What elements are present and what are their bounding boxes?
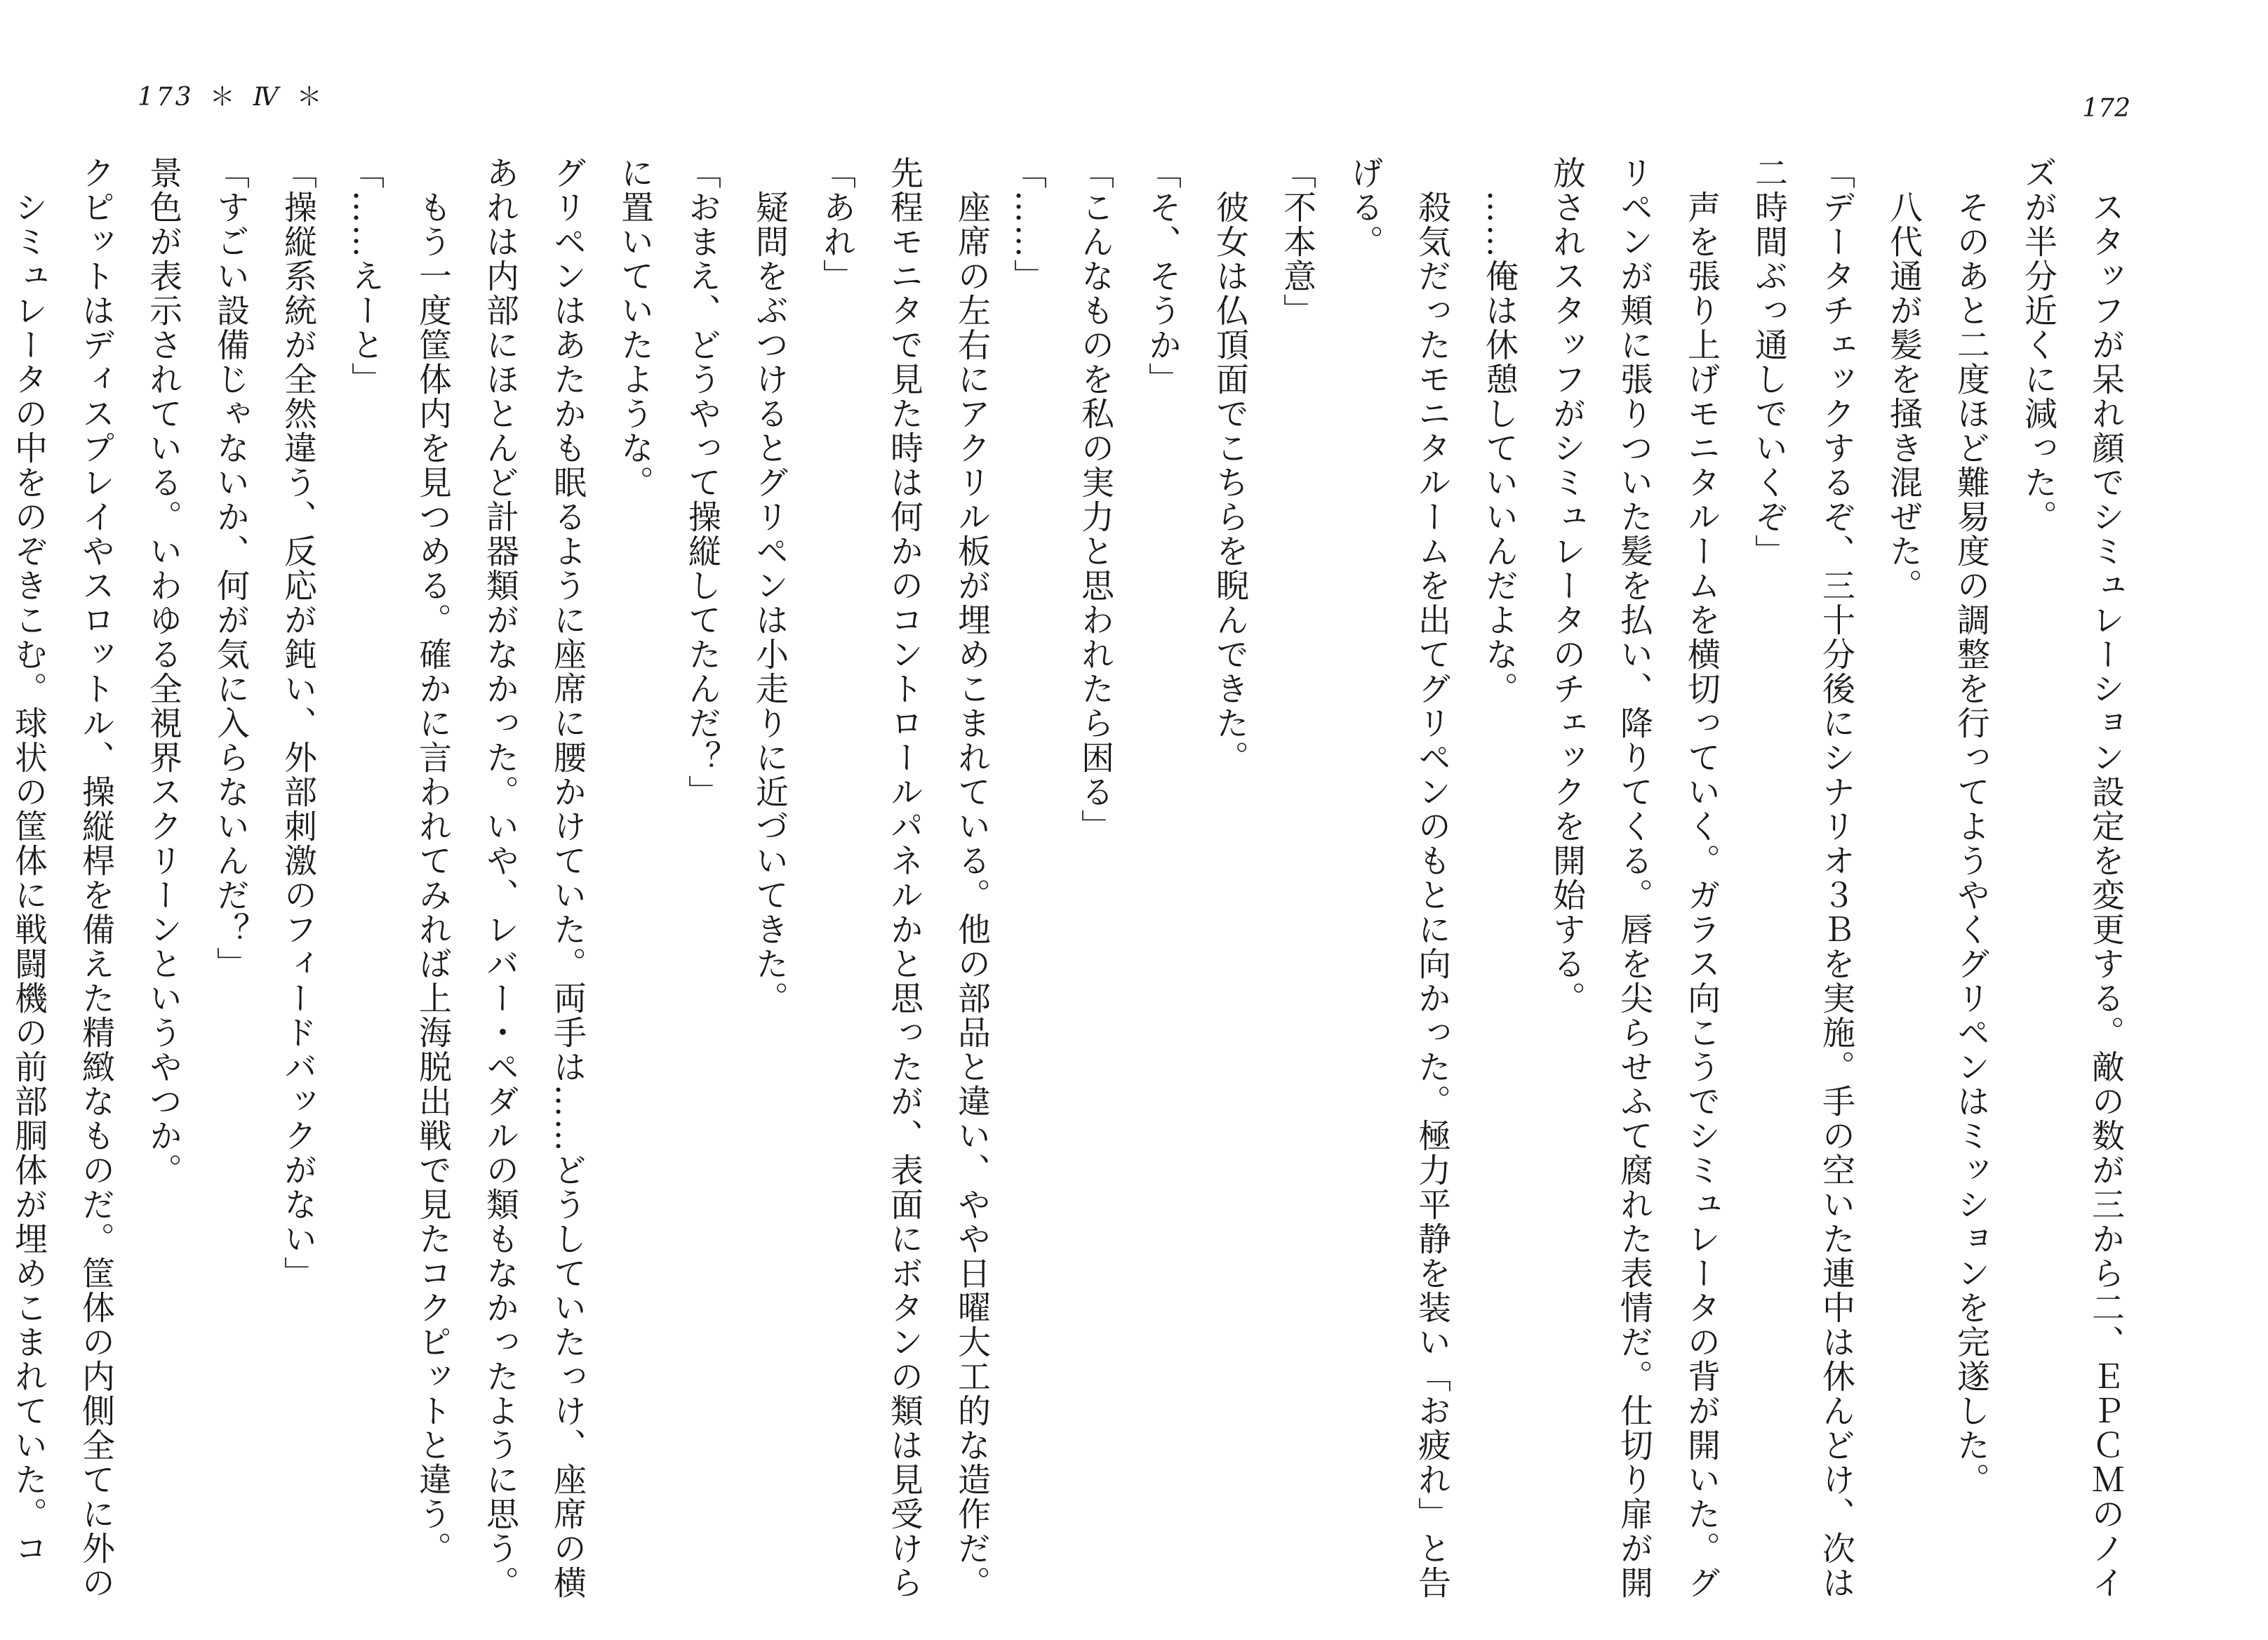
left-page-header — [138, 77, 340, 113]
text-line: リペンが頬に張りついた髪を払い、降りてくる。唇を尖らせふて腐れた表情だ。仕切り扉が開 — [1615, 156, 1653, 1600]
text-line: 八代通が髪を掻き混ぜた。 — [1884, 156, 1923, 603]
right-page — [1008, 0, 2268, 1640]
text-line: 殺気だったモニタルームを出てグリペンのもとに向かった。極力平静を装い「お疲れ」と告 — [1413, 156, 1451, 1600]
left-page-number: 173 — [138, 83, 194, 112]
text-line: 彼女は仏頂面でこちらを睨んできた。 — [1210, 156, 1249, 775]
text-line: 「あれ」 — [818, 156, 856, 293]
text-line: 「不本意」 — [1278, 156, 1316, 328]
header-separator-2: ＊ — [296, 83, 325, 112]
text-line: 景色が表示されている。いわゆる全視界スクリーンというやつか。 — [144, 156, 182, 1187]
text-line: そのあと二度ほど難易度の調整を行ってようやくグリペンはミッションを完遂した。 — [1952, 156, 1990, 1497]
text-line: 「操縦系統が全然違う、反応が鈍い、外部刺激のフィードバックがない」 — [279, 156, 317, 1291]
text-line: 先程モニタで見た時は何かのコントロールパネルかと思ったが、表面にボタンの類は見受けら — [885, 156, 923, 1600]
text-line: に置いていたような。 — [615, 156, 654, 500]
left-page-body — [9, 156, 1005, 1600]
text-line: 疑問をぶつけるとグリペンは小走りに近づいてきた。 — [750, 156, 789, 1015]
text-line: あれは内部にほとんど計器類がなかった。いや、レバー・ペダルの類もなかったように思う。 — [481, 156, 519, 1600]
right-page-number: 172 — [2082, 94, 2130, 123]
text-line: 放されスタッフがシミュレータのチェックを開始する。 — [1547, 156, 1586, 1015]
text-line: 「データチェックするぞ、三十分後にシナリオ３Ｂを実施。手の空いた連中は休んどけ、次は — [1817, 156, 1855, 1600]
text-line: シミュレータの中をのぞきこむ。球状の筐体に戦闘機の前部胴体が埋めこまれていた。コ — [9, 156, 48, 1566]
text-line: 「すごい設備じゃないか、何が気に入らないんだ？」 — [211, 156, 250, 981]
chapter-label: Ⅳ — [253, 83, 281, 112]
right-page-body — [1008, 156, 2139, 1600]
text-line: 「……えーと」 — [346, 156, 385, 396]
text-line: クピットはディスプレイやスロットル、操縦桿を備えた精緻なものだ。筐体の内側全てに外の — [76, 156, 115, 1600]
text-line: 二時間ぶっ通しでいくぞ」 — [1749, 156, 1788, 568]
text-line: ……俺は休憩していいんだよな。 — [1480, 156, 1519, 706]
header-separator-1: ＊ — [209, 83, 238, 112]
text-line: 座席の左右にアクリル板が埋めこまれている。他の部品と違い、やや日曜大工的な造作だ。 — [952, 156, 991, 1600]
text-line: ズが半分近くに減った。 — [2019, 156, 2057, 534]
text-line: もう一度筐体内を見つめる。確かに言われてみれば上海脱出戦で見たコクピットと違う。 — [413, 156, 452, 1566]
text-line: 「こんなものを私の実力と思われたら困る」 — [1076, 156, 1114, 844]
text-line: 「そ、そうか」 — [1143, 156, 1182, 396]
text-line: スタッフが呆れ顔でシミュレーション設定を変更する。敵の数が三から二、ＥＰＣＭのノイ — [2086, 156, 2125, 1600]
text-line: 「おまえ、どうやって操縦してたんだ？」 — [683, 156, 721, 809]
text-line: げる。 — [1345, 156, 1384, 259]
text-line: 「……」 — [1008, 156, 1047, 293]
text-line: グリペンはあたかも眠るように座席に腰かけていた。両手は……どうしていたっけ、座席の横 — [548, 156, 587, 1600]
text-line: 声を張り上げモニタルームを横切っていく。ガラス向こうでシミュレータの背が開いた。グ — [1682, 156, 1721, 1600]
